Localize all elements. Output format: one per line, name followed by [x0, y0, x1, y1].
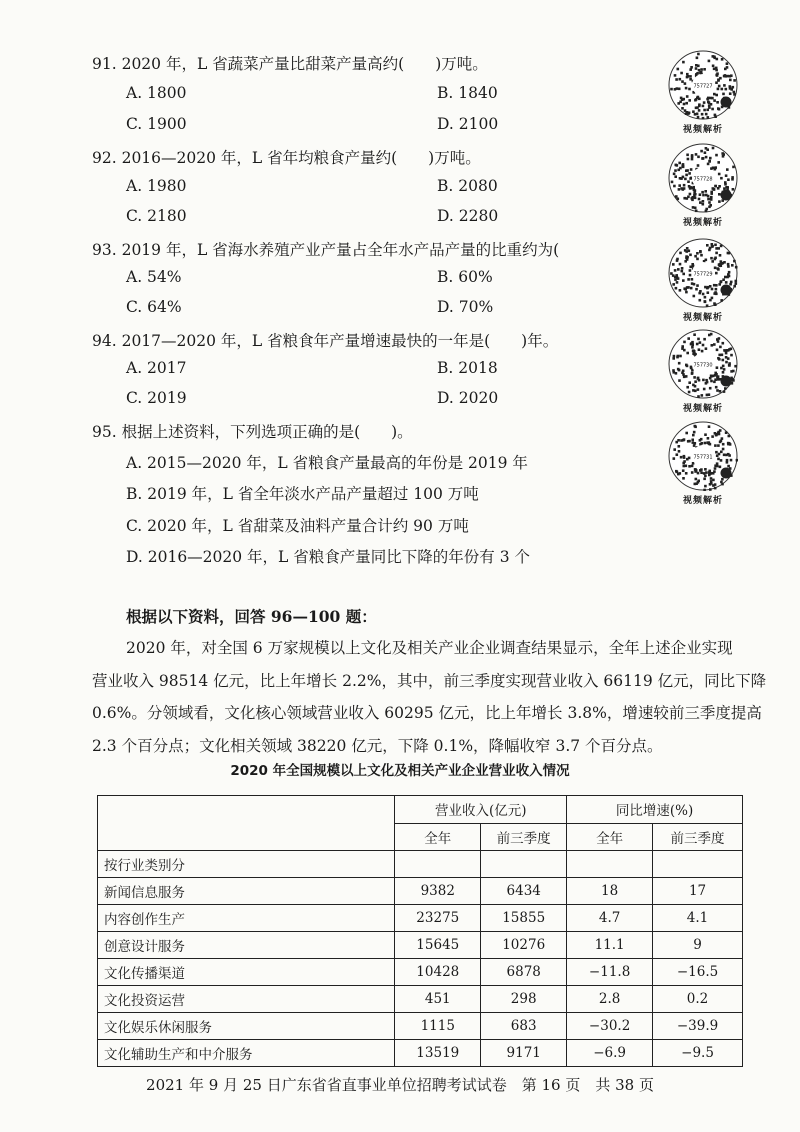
cell-revenue-three-quarters: 6434	[481, 878, 567, 905]
paragraph-line-1: 2020 年，对全国 6 万家规模以上文化及相关产业企业调查结果显示，全年上述企业实现	[126, 639, 733, 657]
video-analysis-qr[interactable]	[668, 329, 738, 414]
question-95-option-d[interactable]: D. 2016—2020 年，L 省粮食产量同比下降的年份有 3 个	[126, 548, 530, 566]
header-revenue: 营业收入(亿元)	[395, 796, 567, 824]
qr-caption: 视频解析	[682, 313, 723, 323]
question-92-option-b[interactable]: B. 2080	[437, 177, 498, 195]
cell-growth-full-year: −30.2	[567, 1013, 653, 1040]
table-header-row	[98, 796, 743, 824]
subheader-revenue-full-year: 全年	[395, 823, 481, 851]
question-93-option-c[interactable]: C. 64%	[126, 298, 182, 316]
cell-revenue-full-year: 10428	[395, 959, 481, 986]
row-category-name: 创意设计服务	[98, 932, 395, 959]
video-analysis-qr[interactable]	[668, 238, 738, 323]
qr-code-number: 757730	[693, 362, 713, 369]
question-94-option-d[interactable]: D. 2020	[437, 389, 499, 407]
question-91-option-a[interactable]: A. 1800	[126, 84, 187, 102]
question-91-option-d[interactable]: D. 2100	[437, 115, 499, 133]
qr-code-icon	[668, 50, 738, 120]
row-category-name: 内容创作生产	[98, 905, 395, 932]
cell-revenue-full-year: 9382	[395, 878, 481, 905]
paragraph-line-2: 营业收入 98514 亿元，比上年增长 2.2%，其中，前三季度实现营业收入 66119 亿元，同比下降	[92, 672, 767, 690]
row-category-name: 文化传播渠道	[98, 959, 395, 986]
question-91-option-c[interactable]: C. 1900	[126, 115, 187, 133]
cell-revenue-three-quarters: 6878	[481, 959, 567, 986]
question-94-option-c[interactable]: C. 2019	[126, 389, 187, 407]
question-95-option-c[interactable]: C. 2020 年，L 省甜菜及油料产量合计约 90 万吨	[126, 517, 469, 535]
question-91-stem: 91. 2020 年，L 省蔬菜产量比甜菜产量高约( )万吨。	[92, 55, 488, 73]
table-row	[98, 878, 743, 905]
row-category-name: 文化辅助生产和中介服务	[98, 1040, 395, 1067]
cell-growth-three-quarters: −16.5	[653, 959, 743, 986]
cell-revenue-full-year: 15645	[395, 932, 481, 959]
cell-revenue-three-quarters: 15855	[481, 905, 567, 932]
qr-code-number: 757727	[693, 83, 713, 90]
question-92-stem: 92. 2016—2020 年，L 省年均粮食产量约( )万吨。	[92, 149, 481, 167]
question-94-option-a[interactable]: A. 2017	[126, 359, 187, 377]
question-92-option-a[interactable]: A. 1980	[126, 177, 187, 195]
cell-revenue-full-year: 13519	[395, 1040, 481, 1067]
qr-caption: 视频解析	[682, 125, 723, 135]
cell-growth-three-quarters: 4.1	[653, 905, 743, 932]
paragraph-line-3: 0.6%。分领域看，文化核心领域营业收入 60295 亿元，比上年增长 3.8%，增速较前三季度提高	[92, 704, 762, 722]
table-corner-cell	[98, 796, 395, 851]
cell-growth-three-quarters: −39.9	[653, 1013, 743, 1040]
cell-growth-full-year: −6.9	[567, 1040, 653, 1067]
table-row	[98, 932, 743, 959]
cell-revenue-full-year: 451	[395, 986, 481, 1013]
subheader-growth-full-year: 全年	[567, 823, 653, 851]
cell-revenue-three-quarters: 298	[481, 986, 567, 1013]
qr-code-number: 757731	[693, 454, 713, 461]
question-93-option-b[interactable]: B. 60%	[437, 268, 493, 286]
table-row	[98, 986, 743, 1013]
revenue-table	[97, 795, 743, 1067]
qr-code-icon	[668, 238, 738, 308]
cell-revenue-three-quarters: 10276	[481, 932, 567, 959]
cell-growth-three-quarters: 0.2	[653, 986, 743, 1013]
subheader-growth-three-quarters: 前三季度	[653, 823, 743, 851]
cell-growth-three-quarters: 17	[653, 878, 743, 905]
cell-revenue-full-year: 1115	[395, 1013, 481, 1040]
question-91-option-b[interactable]: B. 1840	[437, 84, 498, 102]
page-footer: 2021 年 9 月 25 日广东省省直事业单位招聘考试试卷 第 16 页 共 38 页	[146, 1076, 654, 1094]
question-93-stem: 93. 2019 年，L 省海水养殖产业产量占全年水产品产量的比重约为(	[92, 241, 560, 259]
table-title: 2020 年全国规模以上文化及相关产业企业营业收入情况	[230, 763, 570, 779]
video-analysis-qr[interactable]	[668, 50, 738, 135]
table-row	[98, 959, 743, 986]
cell-revenue-three-quarters: 683	[481, 1013, 567, 1040]
qr-code-number: 757728	[693, 176, 713, 183]
question-92-option-c[interactable]: C. 2180	[126, 207, 187, 225]
question-93-option-d[interactable]: D. 70%	[437, 298, 494, 316]
cell-growth-full-year: 11.1	[567, 932, 653, 959]
question-92-option-d[interactable]: D. 2280	[437, 207, 499, 225]
section-heading: 根据以下资料，回答 96—100 题：	[126, 607, 377, 626]
cell-growth-full-year: 2.8	[567, 986, 653, 1013]
cell-growth-three-quarters: 9	[653, 932, 743, 959]
question-94-stem: 94. 2017—2020 年，L 省粮食年产量增速最快的一年是( )年。	[92, 332, 559, 350]
question-94-option-b[interactable]: B. 2018	[437, 359, 498, 377]
qr-code-number: 757729	[693, 271, 713, 278]
row-category-name: 新闻信息服务	[98, 878, 395, 905]
qr-code-icon	[668, 143, 738, 213]
cell-growth-three-quarters: −9.5	[653, 1040, 743, 1067]
qr-caption: 视频解析	[682, 496, 723, 506]
cell-revenue-three-quarters: 9171	[481, 1040, 567, 1067]
cell-growth-full-year: −11.8	[567, 959, 653, 986]
table-row	[98, 1040, 743, 1067]
qr-code-icon	[668, 329, 738, 399]
qr-code-icon	[668, 421, 738, 491]
cell-growth-full-year: 4.7	[567, 905, 653, 932]
category-label: 按行业类别分	[98, 851, 395, 878]
question-95-option-a[interactable]: A. 2015—2020 年，L 省粮食产量最高的年份是 2019 年	[126, 454, 528, 472]
row-category-name: 文化投资运营	[98, 986, 395, 1013]
row-category-name: 文化娱乐休闲服务	[98, 1013, 395, 1040]
header-growth: 同比增速(%)	[567, 796, 743, 824]
table-row	[98, 905, 743, 932]
cell-revenue-full-year: 23275	[395, 905, 481, 932]
qr-caption: 视频解析	[682, 218, 723, 228]
subheader-revenue-three-quarters: 前三季度	[481, 823, 567, 851]
question-95-stem: 95. 根据上述资料，下列选项正确的是( )。	[92, 423, 413, 441]
table-row	[98, 1013, 743, 1040]
video-analysis-qr[interactable]	[668, 421, 738, 506]
question-95-option-b[interactable]: B. 2019 年，L 省全年淡水产品产量超过 100 万吨	[126, 485, 479, 503]
table-category-row	[98, 851, 743, 878]
qr-caption: 视频解析	[682, 404, 723, 414]
video-analysis-qr[interactable]	[668, 143, 738, 228]
question-93-option-a[interactable]: A. 54%	[126, 268, 182, 286]
paragraph-line-4: 2.3 个百分点；文化相关领域 38220 亿元，下降 0.1%，降幅收窄 3.7 个百分点。	[92, 737, 663, 755]
cell-growth-full-year: 18	[567, 878, 653, 905]
